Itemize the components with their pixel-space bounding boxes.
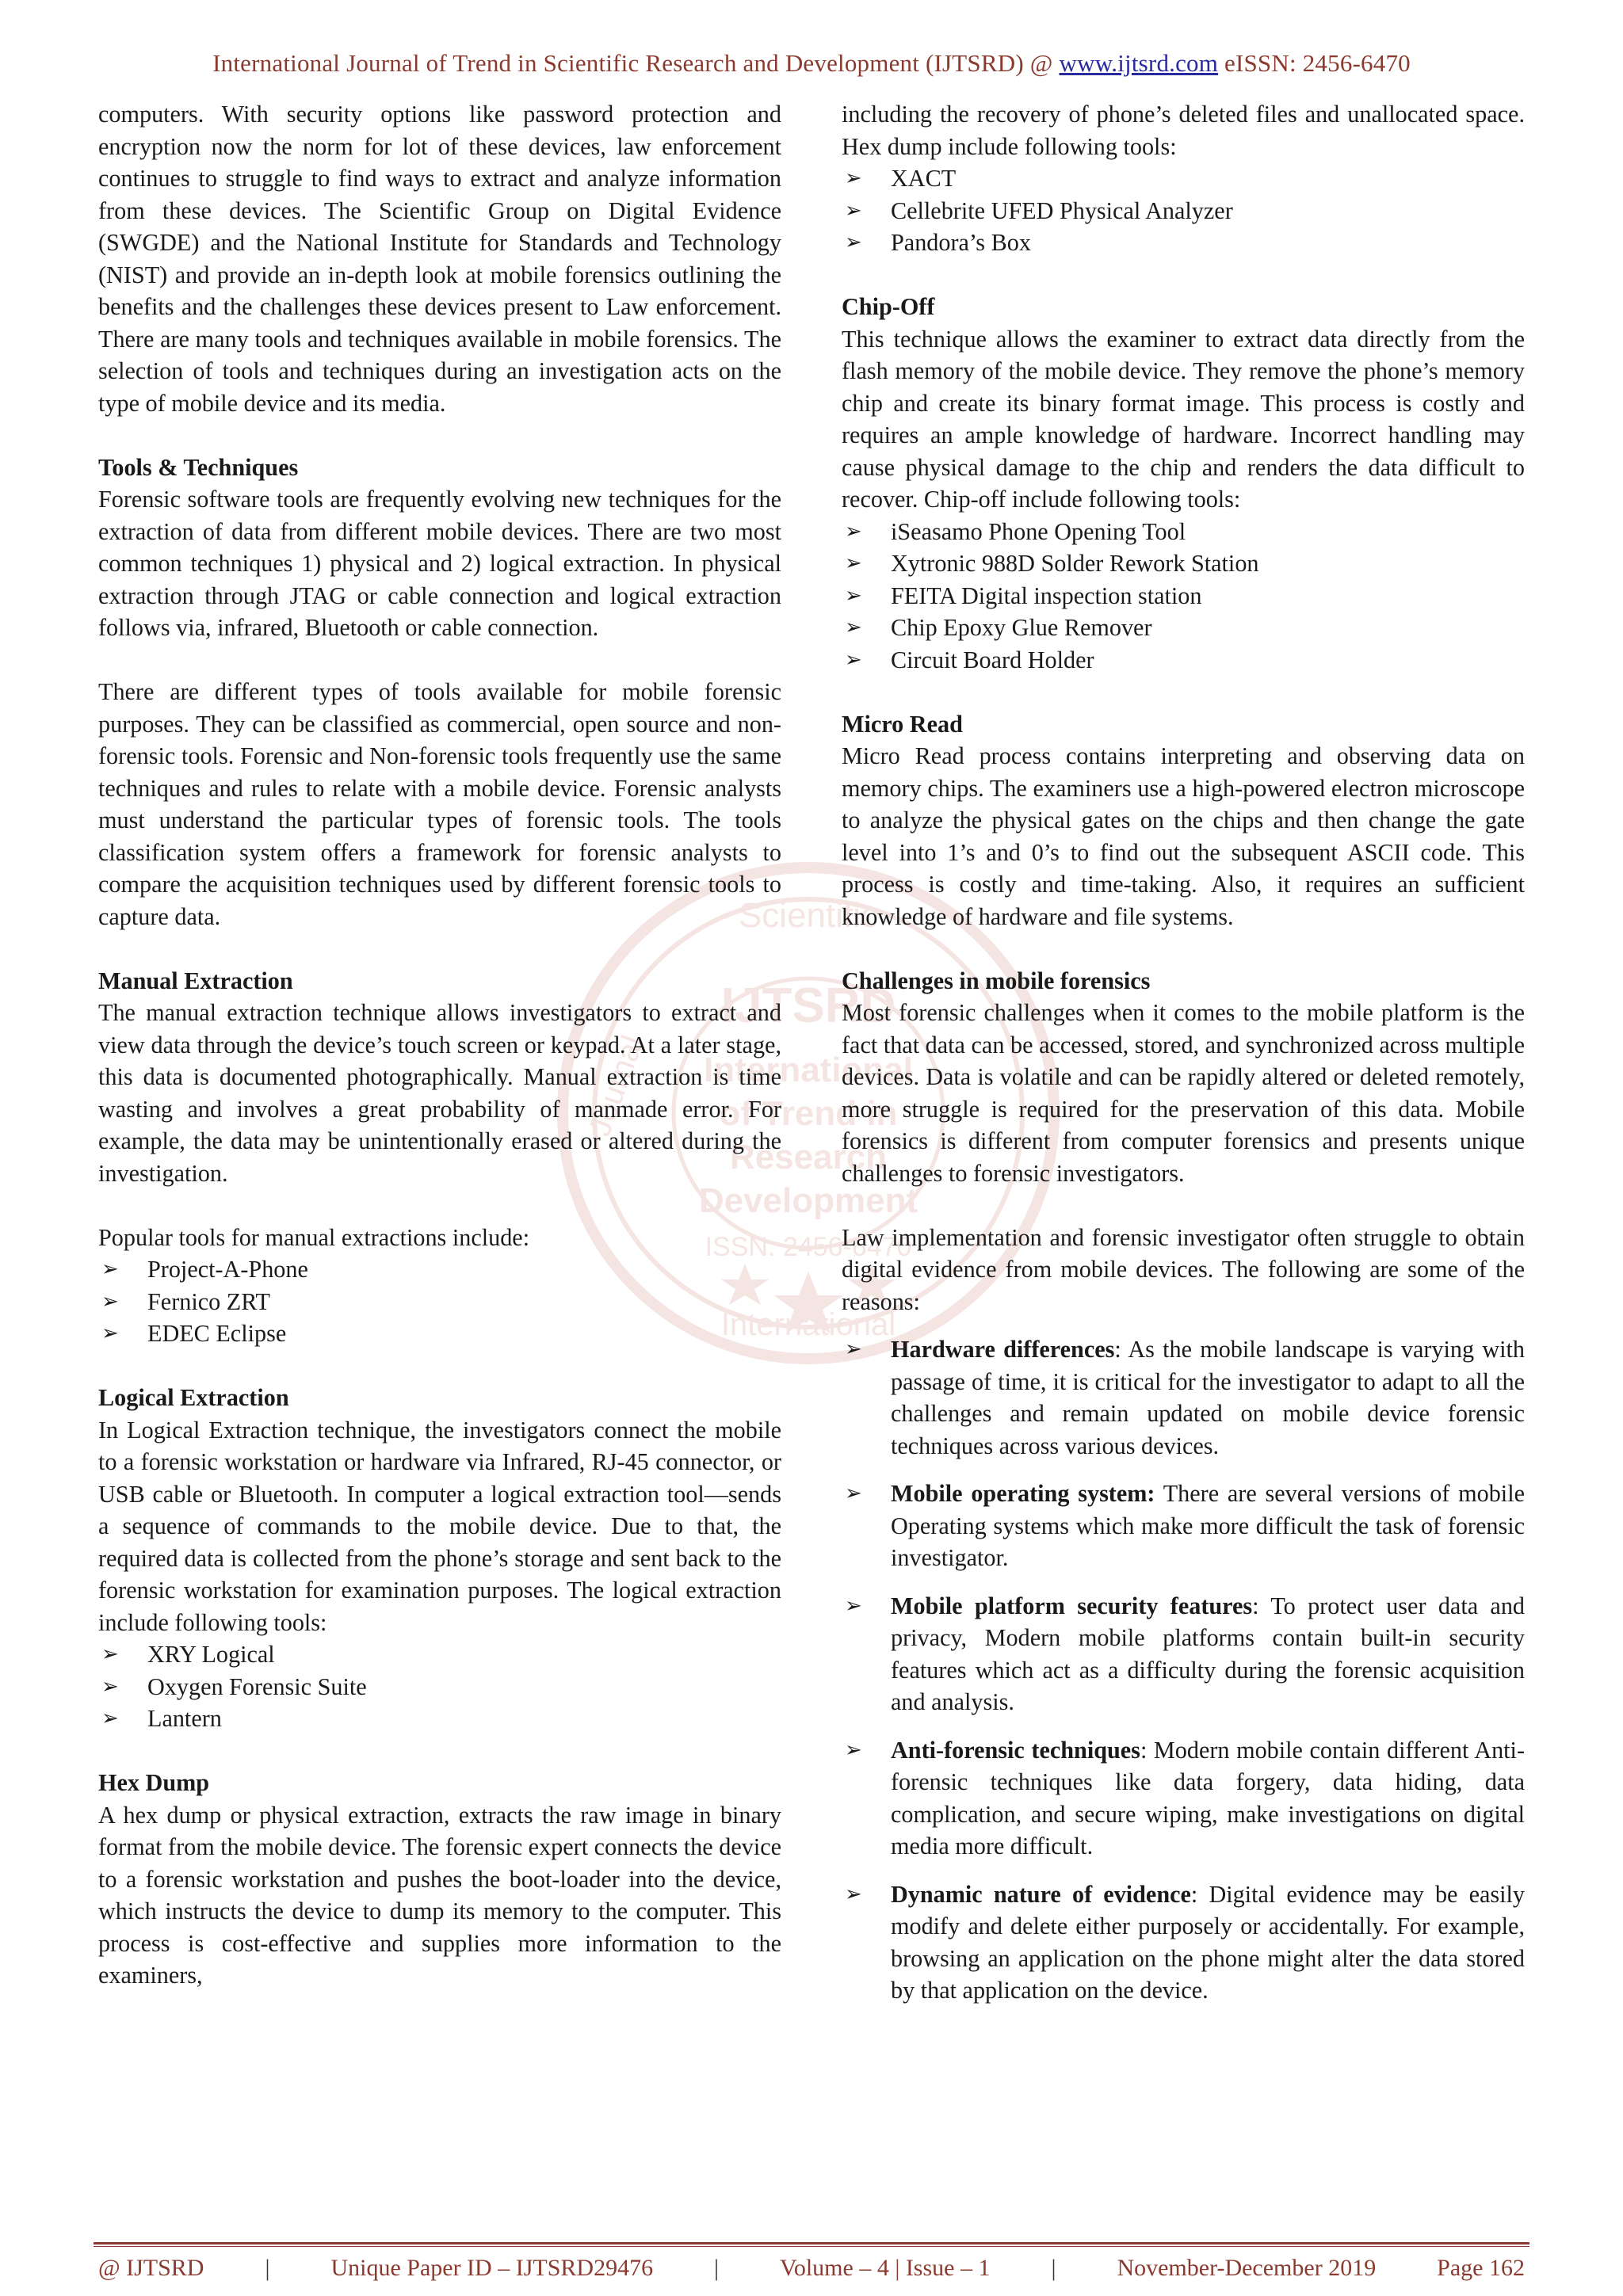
micro-read-heading: Micro Read	[842, 710, 963, 738]
arrow-bullet-icon: ➢	[101, 1674, 119, 1699]
arrow-bullet-icon: ➢	[845, 519, 862, 543]
reason-text: Modern mobile contain different Anti-forensic techniques like data forgery, data hiding, data complication, and secure wiping, make investigations on digital media more difficult.	[891, 1736, 1525, 1859]
list-item-text: EDEC Eclipse	[147, 1320, 287, 1347]
list-item	[98, 1671, 781, 1703]
reason-title: Hardware differences	[891, 1336, 1115, 1363]
manual-tools-list	[98, 1253, 781, 1350]
watermark-issn: ISSN: 2456-6470	[705, 1232, 912, 1262]
watermark-ring-left: Journal	[582, 1031, 651, 1141]
reason-sep	[1155, 1480, 1163, 1507]
chip-off-paragraph: This technique allows the examiner to extract data directly from the flash memory of the mobile device. They remove the phone’s memory chip and create its binary format image. This process is costly and requires an ample knowledge of hardware. Incorrect handling may cause physical damage to the chip and renders the data difficult to recover. Chip-off include following tools:	[842, 325, 1525, 513]
list-item	[842, 1734, 1525, 1863]
arrow-bullet-icon: ➢	[845, 583, 862, 608]
reason-text: There are several versions of mobile Operating systems which make more difficult the task of forensic investigator.	[891, 1480, 1525, 1571]
reason-sep: :	[1252, 1592, 1271, 1619]
chip-off-heading: Chip-Off	[842, 293, 935, 320]
list-item-text: Cellebrite UFED Physical Analyzer	[891, 196, 1233, 224]
reason-title: Mobile platform security features	[891, 1592, 1253, 1619]
reason-title: Dynamic nature of evidence	[891, 1880, 1191, 1908]
footer-journal: @ IJTSRD	[98, 2255, 204, 2281]
arrow-bullet-icon: ➢	[845, 231, 862, 254]
footer-page: Page 162	[1437, 2255, 1525, 2281]
list-item	[98, 1253, 781, 1286]
challenges-paragraph-2: Law implementation and forensic investigator often struggle to obtain digital evidence from mobile devices. The following are some of the reasons:	[842, 1223, 1525, 1315]
tools-paragraph-2: There are different types of tools available for mobile forensic purposes. They can be classified as commercial, open source and non-forensic tools. Forensic and Non-forensic tools frequently use the same techniques and rules to relate with a mobile device. Forensic analysts must understand the particular types of forensic tools. The tools classification system offers a framework for forensic analysts to compare the acquisition techniques used by different forensic tools to capture data.	[98, 678, 781, 930]
challenges-paragraph-1: Most forensic challenges when it comes to the mobile platform is the fact that data can be accessed, stored, and synchronized across multiple devices. Data is volatile and can be rapidly altered or deleted remotely, more struggle is required for the preservation of this data. Mobile forensics is different from computer forensics and presents unique challenges to forensic investigators.	[842, 999, 1525, 1187]
footer-rule-thin	[94, 2246, 1529, 2247]
list-item-text: Project-A-Phone	[147, 1256, 308, 1283]
arrow-bullet-icon: ➢	[845, 616, 862, 639]
list-item	[842, 612, 1525, 644]
arrow-bullet-icon: ➢	[101, 1707, 119, 1730]
arrow-bullet-icon: ➢	[845, 1593, 862, 1618]
list-item	[842, 1590, 1525, 1718]
list-item-text: Oxygen Forensic Suite	[147, 1672, 367, 1700]
list-item	[842, 1478, 1525, 1574]
list-item-text: Fernico ZRT	[147, 1287, 270, 1315]
reason-text: To protect user data and privacy, Modern mobile platforms contain built-in security features which act as a difficulty during the forensic acquisition and analysis.	[891, 1592, 1526, 1715]
footer-paper-id: Unique Paper ID – IJTSRD29476	[330, 2255, 654, 2281]
arrow-bullet-icon: ➢	[845, 1482, 862, 1505]
tools-techniques-heading: Tools & Techniques	[98, 453, 299, 481]
list-item	[842, 162, 1525, 195]
reason-title: Anti-forensic techniques	[891, 1736, 1140, 1764]
footer-separator: |	[1051, 2255, 1056, 2281]
arrow-bullet-icon: ➢	[845, 1882, 862, 1906]
list-item	[842, 1333, 1525, 1462]
hex-dump-heading: Hex Dump	[98, 1769, 210, 1796]
chip-tools-list	[842, 516, 1525, 677]
list-item-text: Chip Epoxy Glue Remover	[891, 614, 1152, 641]
arrow-bullet-icon: ➢	[845, 647, 862, 672]
arrow-bullet-icon: ➢	[101, 1257, 119, 1281]
manual-extraction-heading: Manual Extraction	[98, 967, 293, 994]
header-text: International Journal of Trend in Scientific Research and Development (IJTSRD) @	[212, 49, 1060, 77]
hex-dump-paragraph: A hex dump or physical extraction, extracts the raw image in binary format from the mobile device. The forensic expert connects the device to a forensic workstation and pushes the boot-loader into the device, which instructs the device to dump its memory to the computer. This process is cost-effective and supplies more information to the examiners,	[98, 1801, 781, 1989]
right-column	[842, 98, 1525, 2023]
footer-volume: Volume – 4 | Issue – 1	[780, 2255, 991, 2281]
list-item-text: XRY Logical	[147, 1641, 275, 1668]
footer-date: November-December 2019	[1117, 2255, 1377, 2281]
intro-paragraph: computers. With security options like password protection and encryption now the norm for lot of these devices, law enforcement continues to struggle to find ways to extract and analyze information from these devices. The Scientific Group on Digital Evidence (SWGDE) and the National Institute for Standards and Technology (NIST) and provide an in-depth look at mobile forensics outlining the benefits and the challenges these devices present to Law enforcement. There are many tools and techniques available in mobile forensics. The selection of tools and techniques during an investigation acts on the type of mobile device and its media.	[98, 101, 781, 417]
watermark-line3: Research	[729, 1138, 888, 1177]
list-item	[842, 547, 1525, 580]
list-item	[842, 580, 1525, 612]
reasons-list	[842, 1333, 1525, 2007]
arrow-bullet-icon: ➢	[845, 166, 862, 190]
reason-sep: :	[1190, 1880, 1209, 1908]
watermark-top-text: Scientific	[738, 896, 879, 935]
logical-tools-list	[98, 1638, 781, 1735]
reason-title: Mobile operating system:	[891, 1480, 1155, 1507]
manual-tools-intro: Popular tools for manual extractions include:	[98, 1223, 530, 1251]
list-item	[98, 1638, 781, 1671]
running-header	[0, 49, 1623, 78]
journal-url-link[interactable]: www.ijtsrd.com	[1059, 49, 1219, 77]
arrow-bullet-icon: ➢	[845, 1737, 862, 1762]
list-item	[842, 644, 1525, 677]
watermark-ring-bottom: International	[720, 1307, 896, 1342]
list-item	[842, 1878, 1525, 2007]
watermark-center-text: IJTSRD	[720, 978, 896, 1033]
list-item-text: FEITA Digital inspection station	[891, 582, 1202, 609]
list-item-text: Circuit Board Holder	[891, 646, 1094, 673]
reason-sep: :	[1140, 1736, 1154, 1764]
list-item	[842, 516, 1525, 548]
list-item	[98, 1318, 781, 1350]
arrow-bullet-icon: ➢	[845, 551, 862, 575]
tools-paragraph-1: Forensic software tools are frequently evolving new techniques for the extraction of data from different mobile devices. There are two most common techniques 1) physical and 2) logical extraction. In physical extraction through JTAG or cable connection and logical extraction follows via, infrared, Bluetooth or cable connection.	[98, 486, 781, 641]
hex-dump-continued: including the recovery of phone’s deleted files and unallocated space. Hex dump include following tools:	[842, 101, 1525, 160]
arrow-bullet-icon: ➢	[101, 1289, 119, 1314]
logical-extraction-paragraph: In Logical Extraction technique, the investigators connect the mobile to a forensic workstation or hardware via Infrared, RJ-45 connector, or USB cable or Bluetooth. In computer a logical extraction tool—sends a sequence of commands to the mobile device. Due to that, the required data is collected from the phone’s storage and sent back to the forensic workstation for examination purposes. The logical extraction include following tools:	[98, 1416, 781, 1636]
hex-tools-list	[842, 162, 1525, 259]
reason-text: Digital evidence may be easily modify and delete either purposely or accidentally. For example, browsing an application on the phone might alter the data stored by that application on the device.	[891, 1880, 1526, 2004]
list-item	[842, 195, 1525, 227]
list-item	[842, 227, 1525, 259]
list-item-text: Xytronic 988D Solder Rework Station	[891, 550, 1259, 577]
list-item-text: Pandora’s Box	[891, 229, 1031, 256]
arrow-bullet-icon: ➢	[845, 198, 862, 223]
reason-text: As the mobile landscape is varying with passage of time, it is critical for the investigator to adapt to all the challenges and remain updated on mobile device forensic techniques across various devices.	[891, 1336, 1525, 1459]
manual-extraction-paragraph: The manual extraction technique allows investigators to extract and view data through the device’s touch screen or keypad. At a later stage, this data is documented photographically. Manual extraction is time wasting and involves a great probability of manmade error. For example, the data may be unintentionally erased or altered during the investigation.	[98, 999, 781, 1187]
list-item	[98, 1286, 781, 1318]
left-column	[98, 98, 781, 1992]
challenges-heading: Challenges in mobile forensics	[842, 967, 1151, 994]
footer-rule	[94, 2242, 1529, 2245]
arrow-bullet-icon: ➢	[101, 1642, 119, 1666]
logical-extraction-heading: Logical Extraction	[98, 1384, 289, 1411]
watermark-line4: Development	[698, 1181, 918, 1220]
header-issn: eISSN: 2456-6470	[1218, 49, 1411, 77]
footer-separator: |	[265, 2255, 270, 2281]
watermark-line2: of Trend in	[719, 1094, 898, 1133]
list-item-text: iSeasamo Phone Opening Tool	[891, 517, 1186, 545]
arrow-bullet-icon: ➢	[845, 1337, 862, 1361]
watermark-line1: International	[703, 1051, 914, 1089]
footer-separator: |	[714, 2255, 720, 2281]
list-item-text: XACT	[891, 165, 957, 192]
list-item-text: Lantern	[147, 1705, 222, 1732]
list-item	[98, 1703, 781, 1735]
running-footer	[98, 2255, 1525, 2282]
arrow-bullet-icon: ➢	[101, 1322, 119, 1345]
micro-read-paragraph: Micro Read process contains interpreting and observing data on memory chips. The examiners use a high-powered electron microscope to analyze the physical gates on the chips and then change the gate level into 1’s and 0’s to find out the subsequent ASCII code. This process is costly and time-taking. Also, it requires an sufficient knowledge of hardware and file systems.	[842, 742, 1525, 930]
reason-sep: :	[1114, 1336, 1128, 1363]
